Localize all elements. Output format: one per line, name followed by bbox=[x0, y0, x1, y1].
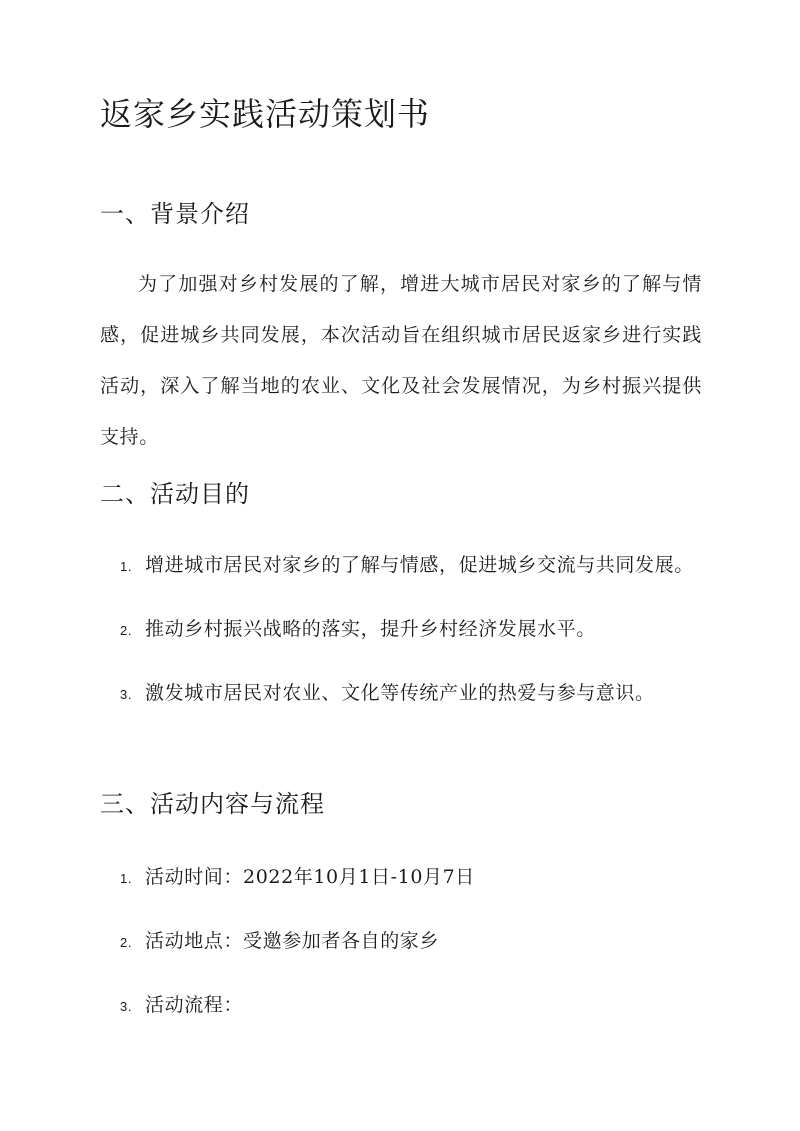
content-flow-list bbox=[100, 854, 702, 1046]
list-item-text: 推动乡村振兴战略的落实，提升乡村经济发展水平。 bbox=[145, 618, 596, 640]
list-item-text: 活动流程： bbox=[145, 994, 244, 1016]
list-item-text: 激发城市居民对农业、文化等传统产业的热爱与参与意识。 bbox=[145, 682, 655, 704]
list-item bbox=[100, 854, 702, 900]
list-item-text: 活动地点：受邀参加者各自的家乡 bbox=[145, 930, 440, 952]
list-number: 1. bbox=[120, 871, 133, 886]
list-number: 2. bbox=[120, 623, 133, 638]
document-title: 返家乡实践活动策划书 bbox=[100, 95, 431, 133]
list-item bbox=[100, 606, 702, 652]
list-number: 3. bbox=[120, 687, 133, 702]
background-paragraph: 为了加强对乡村发展的了解，增进大城市居民对家乡的了解与情感，促进城乡共同发展，本次活动旨在组织城市居民返家乡进行实践活动，深入了解当地的农业、文化及社会发展情况，为乡村振兴提供支持。 bbox=[100, 273, 702, 448]
section-heading-purpose: 二、活动目的 bbox=[100, 480, 250, 508]
section-heading-background: 一、背景介绍 bbox=[100, 200, 250, 228]
list-item bbox=[100, 982, 702, 1028]
purpose-list bbox=[100, 542, 702, 734]
list-item bbox=[100, 918, 702, 964]
list-item-text: 增进城市居民对家乡的了解与情感，促进城乡交流与共同发展。 bbox=[145, 554, 694, 576]
list-item-text: 活动时间：2022年10月1日-10月7日 bbox=[145, 866, 475, 888]
list-item bbox=[100, 542, 702, 588]
list-item bbox=[100, 670, 702, 716]
section-heading-content-flow: 三、活动内容与流程 bbox=[100, 790, 325, 818]
list-number: 1. bbox=[120, 559, 133, 574]
list-number: 3. bbox=[120, 999, 133, 1014]
list-number: 2. bbox=[120, 935, 133, 950]
